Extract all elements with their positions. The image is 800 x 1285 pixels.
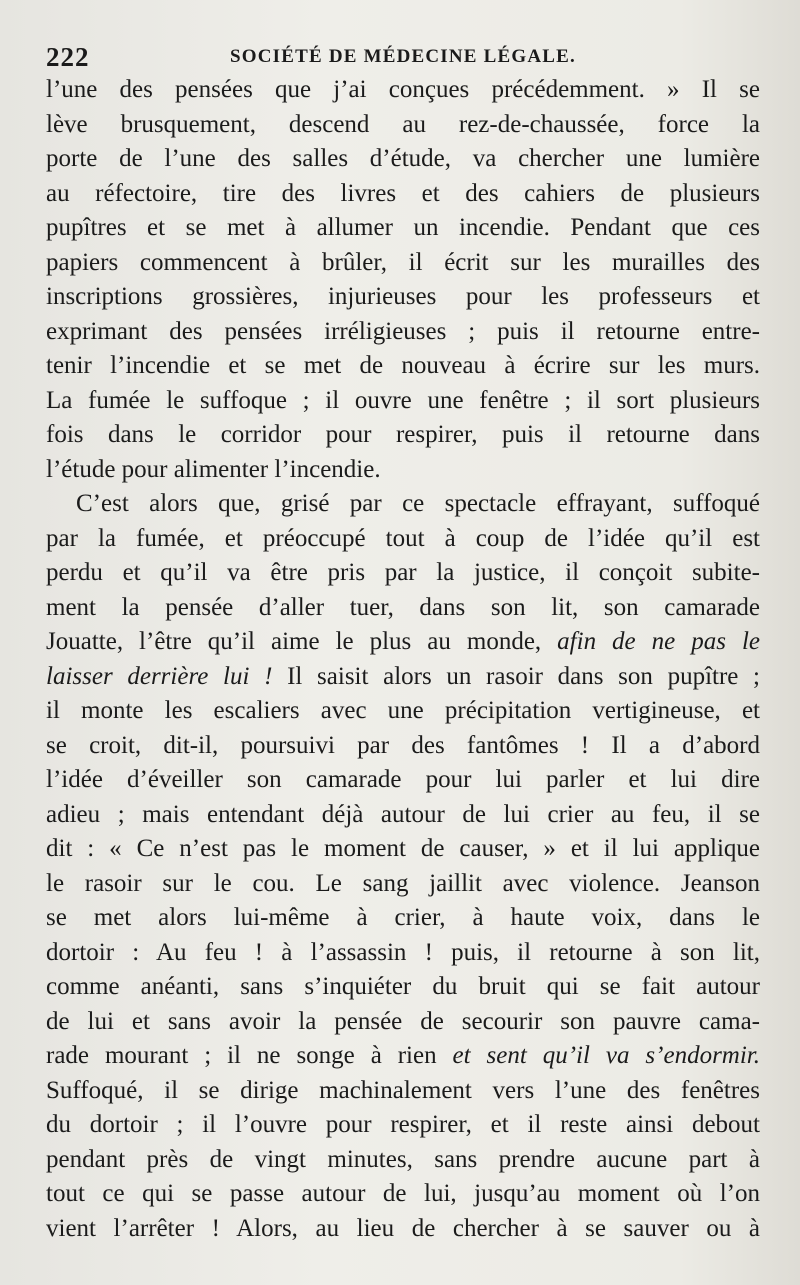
text-segment: l’étude pour alimenter l’incendie. (46, 455, 381, 483)
text-segment: inscriptions grossières, injurieuses pour les professeurs et (46, 283, 760, 310)
text-line (46, 246, 760, 281)
text-segment: du dortoir ; il l’ouvre pour respirer, et il reste ainsi debout (46, 1111, 760, 1138)
text-segment: pupîtres et se met à allumer un incendie. Pendant que ces (46, 214, 760, 241)
text-segment: au réfectoire, tire des livres et des cahiers de plusieurs (46, 179, 760, 207)
text-segment: dortoir : Au feu ! à l’assassin ! puis, il retourne à son lit, (46, 938, 760, 966)
text-line (46, 349, 760, 384)
italic-text: et sent qu’il va s’endormir. (452, 1042, 760, 1069)
text-segment: porte de l’une des salles d’étude, va chercher une lumière (46, 145, 760, 172)
text-line (46, 625, 760, 660)
text-line (46, 453, 760, 488)
text-segment: Jouatte, l’être qu’il aime le plus au monde, (46, 628, 558, 655)
text-line (46, 970, 760, 1005)
text-line (46, 556, 760, 591)
text-line (46, 211, 760, 246)
text-line (46, 729, 760, 764)
text-segment: l’une des pensées que j’ai conçues précédemment. » Il se (46, 76, 760, 103)
text-line (46, 832, 760, 867)
text-line (46, 142, 760, 177)
text-segment: tout ce qui se passe autour de lui, jusqu’au moment où l’on (46, 1180, 760, 1207)
text-line (46, 1177, 760, 1212)
text-segment: lève brusquement, descend au rez-de-chaussée, force la (46, 110, 760, 138)
text-segment: dit : « Ce n’est pas le moment de causer, » et il lui applique (46, 835, 760, 862)
text-line (46, 1143, 760, 1178)
text-line (46, 763, 760, 798)
text-segment: C’est alors que, grisé par ce spectacle effrayant, suffoqué (76, 490, 760, 517)
text-line (46, 108, 760, 143)
text-line (46, 1212, 760, 1247)
text-segment: comme anéanti, sans s’inquiéter du bruit qui se fait autour (46, 973, 760, 1000)
text-line (46, 936, 760, 971)
text-segment: par la fumée, et préoccupé tout à coup de l’idée qu’il est (46, 524, 760, 552)
text-segment: La fumée le suffoque ; il ouvre une fenêtre ; il sort plusieurs (46, 386, 760, 414)
text-segment: pendant près de vingt minutes, sans prendre aucune part à (46, 1145, 760, 1173)
page-number: 222 (46, 42, 90, 72)
text-line (46, 418, 760, 453)
body-text (46, 73, 760, 1246)
text-segment: de lui et sans avoir la pensée de secourir son pauvre cama- (46, 1007, 760, 1035)
text-segment: Suffoqué, il se dirige machinalement vers l’une des fenêtres (46, 1076, 760, 1104)
text-segment: il monte les escaliers avec une précipitation vertigineuse, et (46, 697, 760, 724)
text-segment: adieu ; mais entendant déjà autour de lui crier au feu, il se (46, 800, 760, 828)
text-line (46, 1074, 760, 1109)
text-segment: le rasoir sur le cou. Le sang jaillit avec violence. Jeanson (46, 869, 760, 897)
text-line (46, 660, 760, 695)
text-line (46, 901, 760, 936)
text-segment: Il saisit alors un rasoir dans son pupître ; (272, 662, 760, 690)
text-line (46, 591, 760, 626)
text-segment: fois dans le corridor pour respirer, puis il retourne dans (46, 421, 760, 448)
text-line (46, 522, 760, 557)
text-line (46, 1005, 760, 1040)
italic-text: laisser derrière lui ! (46, 662, 273, 690)
text-segment: exprimant des pensées irréligieuses ; puis il retourne entre- (46, 317, 760, 345)
text-segment: se met alors lui-même à crier, à haute voix, dans le (46, 904, 760, 931)
text-segment: perdu et qu’il va être pris par la justice, il conçoit subite- (46, 559, 760, 586)
text-line (46, 867, 760, 902)
text-line (46, 315, 760, 350)
text-line (46, 487, 760, 522)
text-segment: se croit, dit-il, poursuivi par des fantômes ! Il a d’abord (46, 731, 760, 759)
text-segment: papiers commencent à brûler, il écrit sur les murailles des (46, 248, 760, 276)
running-head (46, 38, 756, 78)
text-line (46, 798, 760, 833)
text-line (46, 384, 760, 419)
italic-text: afin de ne pas le (557, 628, 761, 655)
text-line (46, 1108, 760, 1143)
text-segment: ment la pensée d’aller tuer, dans son lit, son camarade (46, 593, 760, 621)
running-title: SOCIÉTÉ DE MÉDECINE LÉGALE. (230, 46, 576, 67)
text-segment: rade mourant ; il ne songe à rien (46, 1042, 453, 1069)
text-segment: tenir l’incendie et se met de nouveau à écrire sur les murs. (46, 352, 760, 379)
text-line (46, 280, 760, 315)
text-line (46, 73, 760, 108)
text-line (46, 1039, 760, 1074)
text-segment: l’idée d’éveiller son camarade pour lui parler et lui dire (46, 766, 760, 793)
text-line (46, 694, 760, 729)
text-segment: vient l’arrêter ! Alors, au lieu de chercher à se sauver ou à (46, 1214, 760, 1242)
text-line (46, 177, 760, 212)
